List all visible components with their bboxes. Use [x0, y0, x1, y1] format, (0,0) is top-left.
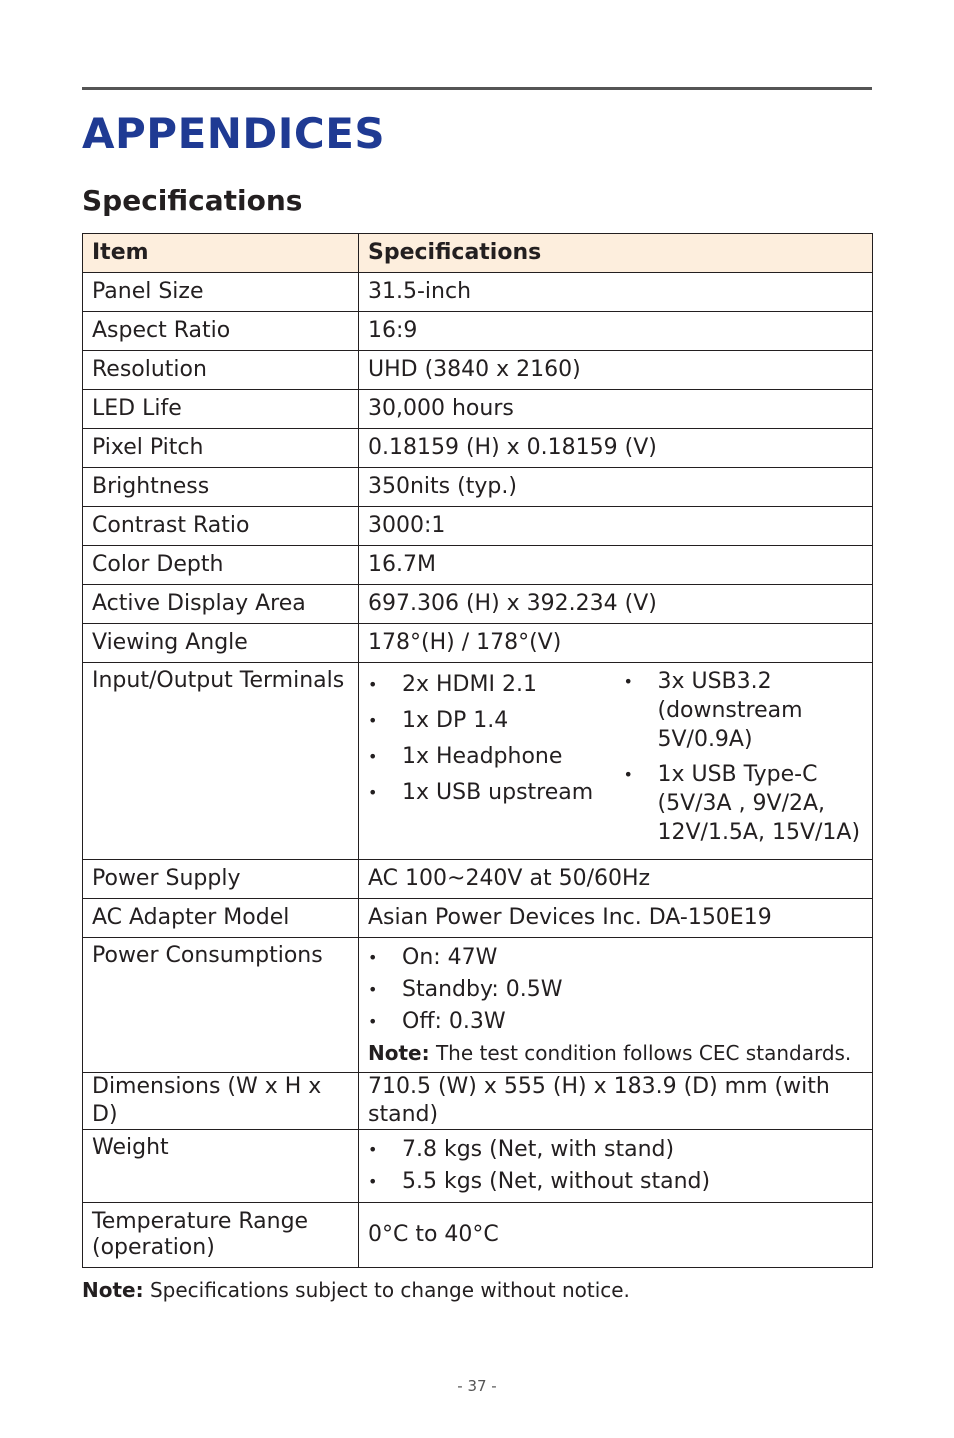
row-item: Color Depth	[83, 546, 359, 585]
table-row	[83, 273, 873, 312]
power-list	[368, 942, 863, 1038]
row-item: Viewing Angle	[83, 624, 359, 663]
row-spec: 3000:1	[359, 507, 873, 546]
row-item: Resolution	[83, 351, 359, 390]
table-row-power-consumptions	[83, 938, 873, 1073]
row-spec: 30,000 hours	[359, 390, 873, 429]
list-item: • 2x HDMI 2.1	[368, 667, 623, 703]
list-item: • 1x USB upstream	[368, 775, 623, 811]
row-item: Power Consumptions	[83, 938, 359, 1073]
list-item: • 1x USB Type-C (5V/3A , 9V/2A, 12V/1.5A, 15V/1A)	[623, 760, 863, 847]
table-row	[83, 899, 873, 938]
table-row	[83, 351, 873, 390]
header-specifications: Specifications	[359, 234, 873, 273]
temperature-label-line2: (operation)	[92, 1235, 215, 1260]
table-row-temperature	[83, 1203, 873, 1268]
row-item: Weight	[83, 1130, 359, 1203]
list-item: • 1x DP 1.4	[368, 703, 623, 739]
row-spec: 0.18159 (H) x 0.18159 (V)	[359, 429, 873, 468]
row-spec: AC 100~240V at 50/60Hz	[359, 860, 873, 899]
row-spec: 0°C to 40°C	[359, 1203, 873, 1268]
table-row	[83, 546, 873, 585]
row-item: LED Life	[83, 390, 359, 429]
row-item: Dimensions (W x H x D)	[83, 1073, 359, 1130]
list-item: • 5.5 kgs (Net, without stand)	[368, 1166, 863, 1198]
row-item: Active Display Area	[83, 585, 359, 624]
row-item: Power Supply	[83, 860, 359, 899]
chapter-title: APPENDICES	[82, 109, 386, 158]
row-spec: 31.5-inch	[359, 273, 873, 312]
row-spec: UHD (3840 x 2160)	[359, 351, 873, 390]
footer-note-label: Note:	[82, 1278, 144, 1302]
table-row	[83, 429, 873, 468]
row-spec: Asian Power Devices Inc. DA-150E19	[359, 899, 873, 938]
list-item: • Standby: 0.5W	[368, 974, 863, 1006]
list-item: • 3x USB3.2 (downstream 5V/0.9A)	[623, 667, 863, 754]
row-spec-power	[359, 938, 873, 1073]
table-row	[83, 624, 873, 663]
row-spec: 350nits (typ.)	[359, 468, 873, 507]
table-row	[83, 390, 873, 429]
row-item: Aspect Ratio	[83, 312, 359, 351]
list-item: • 1x Headphone	[368, 739, 623, 775]
row-spec: 16:9	[359, 312, 873, 351]
specifications-table	[82, 233, 873, 1268]
table-row-weight	[83, 1130, 873, 1203]
note-text: The test condition follows CEC standards.	[429, 1041, 852, 1065]
list-item: • Off: 0.3W	[368, 1006, 863, 1038]
weight-list	[368, 1134, 863, 1198]
section-title: Specifications	[82, 184, 303, 217]
top-rule	[82, 87, 872, 90]
row-spec: 178°(H) / 178°(V)	[359, 624, 873, 663]
io-list-right	[623, 667, 863, 847]
table-row-io-terminals	[83, 663, 873, 860]
row-spec: 710.5 (W) x 555 (H) x 183.9 (D) mm (with stand)	[359, 1073, 873, 1130]
footer-note	[82, 1276, 630, 1304]
table-row	[83, 1073, 873, 1130]
note-label: Note:	[368, 1041, 430, 1065]
footer-note-text: Specifications subject to change without notice.	[143, 1278, 630, 1302]
row-item: Contrast Ratio	[83, 507, 359, 546]
row-item: Brightness	[83, 468, 359, 507]
header-item: Item	[83, 234, 359, 273]
list-item: • On: 47W	[368, 942, 863, 974]
table-row	[83, 312, 873, 351]
temperature-label-line1: Temperature Range	[92, 1209, 309, 1234]
row-item: AC Adapter Model	[83, 899, 359, 938]
row-spec-weight	[359, 1130, 873, 1203]
table-row	[83, 507, 873, 546]
list-item: • 7.8 kgs (Net, with stand)	[368, 1134, 863, 1166]
table-header-row	[83, 234, 873, 273]
table-row	[83, 585, 873, 624]
row-item: Input/Output Terminals	[83, 663, 359, 860]
row-item: Panel Size	[83, 273, 359, 312]
page-number: - 37 -	[457, 1377, 497, 1395]
row-spec: 16.7M	[359, 546, 873, 585]
power-note	[368, 1038, 863, 1072]
table-row	[83, 468, 873, 507]
table-row	[83, 860, 873, 899]
row-spec-io	[359, 663, 873, 860]
row-item-temperature	[83, 1203, 359, 1268]
io-list-left	[368, 667, 623, 811]
row-item: Pixel Pitch	[83, 429, 359, 468]
row-spec: 697.306 (H) x 392.234 (V)	[359, 585, 873, 624]
